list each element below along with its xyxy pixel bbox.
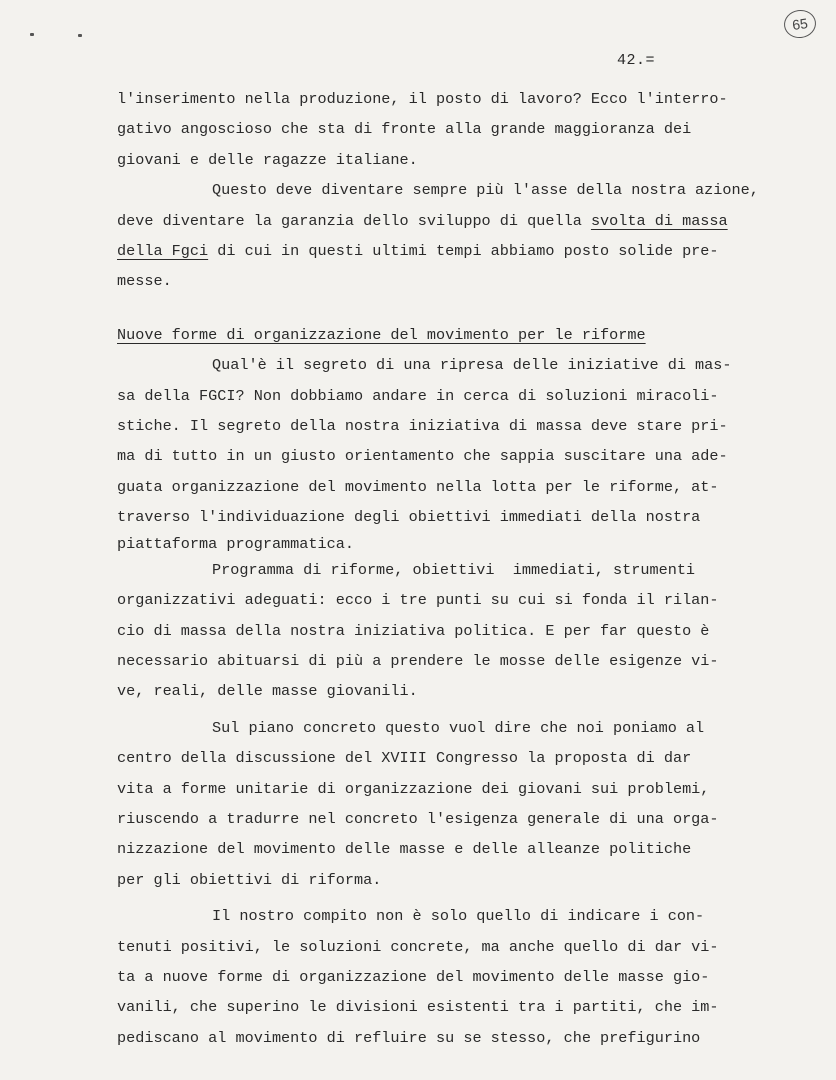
- paragraph: [117, 713, 777, 895]
- text-line: vanili, che superino le divisioni esistenti tra i partiti, che im-: [117, 998, 719, 1017]
- page-number: 42.=: [617, 52, 656, 69]
- text-line: ve, reali, delle masse giovanili.: [117, 682, 418, 701]
- paragraph: [117, 901, 777, 1053]
- text-line: cio di massa della nostra iniziativa politica. E per far questo è: [117, 621, 710, 640]
- text-line: piattaforma programmatica.: [117, 534, 354, 553]
- underlined-text: svolta di massa: [590, 211, 728, 230]
- text-line: pediscano al movimento di refluire su se stesso, che prefigurino: [117, 1028, 701, 1047]
- text-line: gativo angoscioso che sta di fronte alla grande maggioranza dei: [117, 120, 692, 139]
- text-line: giovani e delle ragazze italiane.: [117, 150, 418, 169]
- underlined-text: della Fgci: [117, 242, 209, 261]
- text-line: Il nostro compito non è solo quello di indicare i con-: [212, 907, 705, 926]
- body-text: [117, 84, 777, 1053]
- text-line: sa della FGCI? Non dobbiamo andare in cerca di soluzioni miracoli-: [117, 386, 719, 405]
- text-line: vita a forme unitarie di organizzazione dei giovani sui problemi,: [117, 779, 710, 798]
- text-line: [117, 236, 777, 266]
- text-line: ma di tutto in un giusto orientamento che sappia suscitare una ade-: [117, 447, 728, 466]
- paragraph: [117, 175, 777, 297]
- text-line: stiche. Il segreto della nostra iniziativa di massa deve stare pri-: [117, 417, 728, 436]
- paragraph: [117, 555, 777, 707]
- text-line: riuscendo a tradurre nel concreto l'esigenza generale di una orga-: [117, 809, 719, 828]
- text-line: necessario abituarsi di più a prendere le mosse delle esigenze vi-: [117, 651, 719, 670]
- text-line: Questo deve diventare sempre più l'asse della nostra azione,: [212, 181, 759, 200]
- text-line: per gli obiettivi di riforma.: [117, 870, 382, 889]
- text-line: traverso l'individuazione degli obiettivi immediati della nostra: [117, 508, 701, 527]
- archive-stamp: 65: [782, 8, 818, 40]
- paragraph: [117, 350, 777, 554]
- text-line: Sul piano concreto questo vuol dire che noi poniamo al: [212, 718, 705, 737]
- text-run: deve diventare la garanzia dello sviluppo di quella: [117, 211, 591, 230]
- text-line: Qual'è il segreto di una ripresa delle iniziative di mas-: [212, 356, 732, 375]
- section-heading: [117, 320, 777, 350]
- text-line: messe.: [117, 272, 172, 291]
- text-line: ta a nuove forme di organizzazione del movimento delle masse gio-: [117, 967, 710, 986]
- text-line: nizzazione del movimento delle masse e delle alleanze politiche: [117, 840, 692, 859]
- text-line: organizzativi adeguati: ecco i tre punti su cui si fonda il rilan-: [117, 591, 719, 610]
- text-run: di cui in questi ultimi tempi abbiamo posto solide pre-: [208, 242, 719, 261]
- margin-mark: [30, 33, 34, 36]
- text-line: [117, 206, 777, 236]
- text-line: Programma di riforme, obiettivi immediati, strumenti: [212, 560, 696, 579]
- text-line: guata organizzazione del movimento nella lotta per le riforme, at-: [117, 477, 719, 496]
- heading-text: Nuove forme di organizzazione del movimento per le riforme: [117, 325, 646, 344]
- text-line: centro della discussione del XVIII Congresso la proposta di dar: [117, 749, 692, 768]
- text-line: tenuti positivi, le soluzioni concrete, ma anche quello di dar vi-: [117, 937, 719, 956]
- text-line: l'inserimento nella produzione, il posto di lavoro? Ecco l'interro-: [117, 90, 728, 108]
- margin-mark: [78, 34, 82, 37]
- paragraph: [117, 84, 777, 175]
